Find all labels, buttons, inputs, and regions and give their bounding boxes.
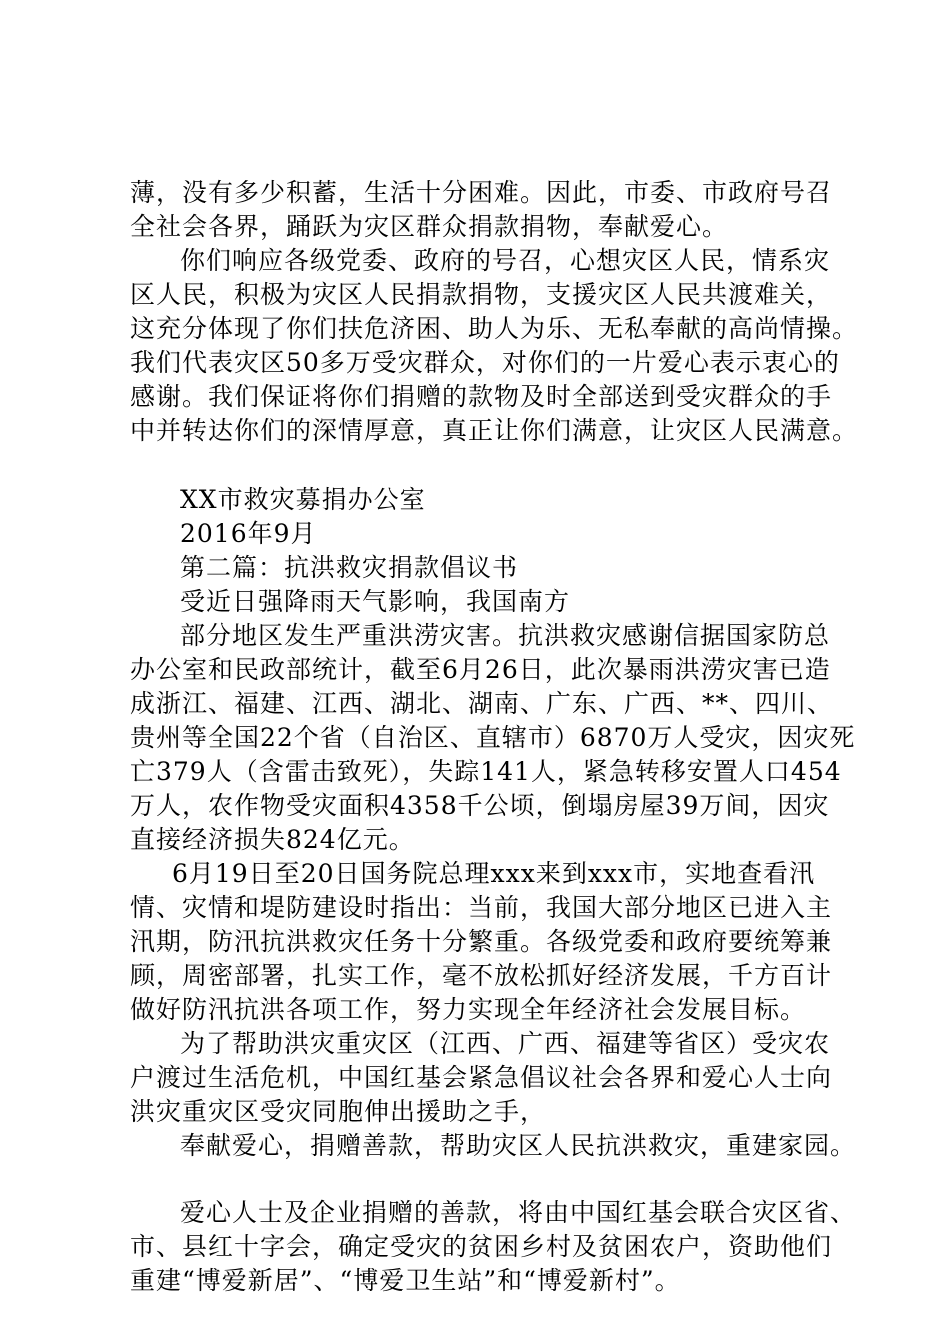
text-line: 为了帮助洪灾重灾区（江西、广西、福建等省区）受灾农 [180,1029,831,1058]
text-line: 万人，农作物受灾面积4358千公顷，倒塌房屋39万间，因灾 [130,791,830,820]
signature-date: 2016年9月 [180,519,317,548]
text-line: 这充分体现了你们扶危济困、助人为乐、无私奉献的高尚情操。 [130,314,859,343]
text-line: 做好防汛抗洪各项工作，努力实现全年经济社会发展目标。 [130,995,807,1024]
text-line: 6月19日至20日国务院总理xxx来到xxx市，实地查看汛 [172,859,816,888]
text-line: 部分地区发生严重洪涝灾害。抗洪救灾感谢信据国家防总 [180,621,831,650]
text-line: 贵州等全国22个省（自治区、直辖市）6870万人受灾，因灾死 [130,723,856,752]
section-title: 第二篇：抗洪救灾捐款倡议书 [180,553,519,582]
office-signature: XX市救灾募捐办公室 [180,485,426,514]
text-line: 区人民，积极为灾区人民捐款捐物，支援灾区人民共渡难关， [130,280,833,309]
text-line: 爱心人士及企业捐赠的善款，将由中国红基会联合灾区省、 [180,1198,857,1227]
text-line: 市、县红十字会，确定受灾的贫困乡村及贫困农户，资助他们 [130,1232,833,1261]
text-line: 中并转达你们的深情厚意，真正让你们满意，让灾区人民满意。 [130,416,859,445]
text-line: 汛期，防汛抗洪救灾任务十分繁重。各级党委和政府要统筹兼 [130,927,833,956]
text-line: 直接经济损失824亿元。 [130,825,415,854]
text-line: 你们响应各级党委、政府的号召，心想灾区人民，情系灾 [180,246,831,275]
text-line: 我们代表灾区50多万受灾群众，对你们的一片爱心表示衷心的 [130,348,840,377]
text-line: 全社会各界，踊跃为灾区群众捐款捐物，奉献爱心。 [130,212,729,241]
text-line: 户渡过生活危机，中国红基会紧急倡议社会各界和爱心人士向 [130,1063,833,1092]
text-line: 成浙江、福建、江西、湖北、湖南、广东、广西、**、四川、 [130,689,834,718]
text-line: 重建“博爱新居”、“博爱卫生站”和“博爱新村”。 [130,1266,681,1295]
text-line: 薄，没有多少积蓄，生活十分困难。因此，市委、市政府号召 [130,178,833,207]
text-line: 顾，周密部署，扎实工作，毫不放松抓好经济发展，千方百计 [130,961,833,990]
text-line: 洪灾重灾区受灾同胞伸出援助之手， [130,1097,547,1126]
text-line: 情、灾情和堤防建设时指出：当前，我国大部分地区已进入主 [130,893,833,922]
text-line: 感谢。我们保证将你们捐赠的款物及时全部送到受灾群众的手 [130,382,833,411]
text-line: 奉献爱心，捐赠善款，帮助灾区人民抗洪救灾，重建家园。 [180,1131,857,1160]
text-line: 亡379人（含雷击致死），失踪141人，紧急转移安置人口454 [130,757,842,786]
text-line: 办公室和民政部统计，截至6月26日，此次暴雨洪涝灾害已造 [130,655,831,684]
text-line: 受近日强降雨天气影响，我国南方 [180,587,571,616]
